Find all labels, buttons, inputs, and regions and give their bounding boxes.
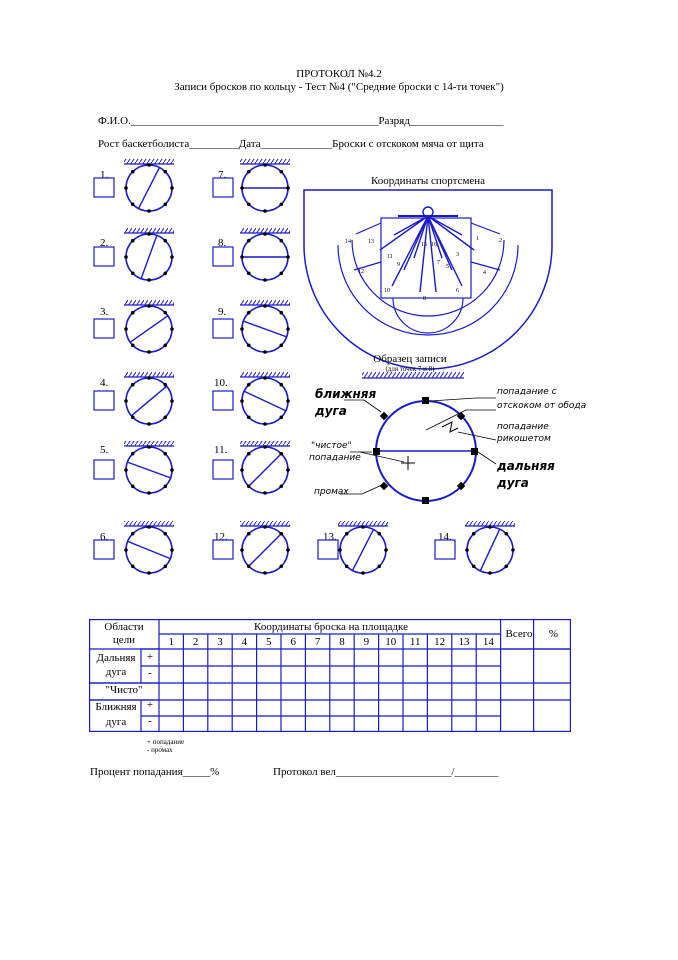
ring-label-8: 8. (218, 237, 227, 249)
rebound-hit-label-2: отскоком от обода (497, 401, 587, 411)
court-point-1: 1 (476, 236, 479, 242)
far-minus: - (148, 667, 152, 679)
ring-label-10: 10. (214, 377, 228, 389)
ring-score-box-5 (94, 460, 114, 479)
ring-score-box-9 (213, 319, 233, 338)
near-arc-row-label-2: дуга (105, 716, 127, 728)
court-point-14: 14 (345, 239, 351, 245)
col-number-4: 4 (241, 636, 248, 648)
ring-score-box-10 (213, 391, 233, 410)
court-point-11: 11 (387, 254, 393, 260)
ring-score-box-3 (94, 319, 114, 338)
near-arc-label-2: дуга (315, 404, 347, 418)
ring-label-13: 13. (323, 531, 337, 543)
ring-score-box-2 (94, 247, 114, 266)
col-number-2: 2 (192, 636, 199, 648)
ring-10 (213, 372, 290, 426)
areas-header-2: цели (112, 634, 136, 646)
ring-6 (94, 521, 174, 575)
ricochet-label-1: попадание (497, 422, 549, 432)
ring-label-7: 7. (218, 169, 227, 181)
ricochet-label-2: рикошетом (497, 434, 551, 444)
ring-score-box-11 (213, 460, 233, 479)
total-header: Всего (505, 628, 533, 640)
col-number-12: 12 (434, 636, 446, 648)
ring-score-box-13 (318, 540, 338, 559)
miss-label: промах (314, 487, 349, 497)
court-point-2: 2 (499, 238, 502, 244)
ring-14 (435, 521, 515, 575)
legend-hit: + попадание (147, 738, 185, 746)
ring-4 (94, 372, 174, 426)
far-arc-label-2: дуга (497, 476, 529, 490)
near-arc-row-label-1: Ближняя (95, 701, 137, 713)
ring-label-4: 4. (100, 377, 109, 389)
court-title: Координаты спортсмена (370, 175, 486, 187)
court-point-7: 7 (437, 260, 440, 266)
ring-2 (94, 228, 174, 282)
ring-3 (94, 300, 174, 354)
ring-label-5: 5. (100, 444, 109, 456)
ring-label-9: 9. (218, 306, 227, 318)
clean-row-label: "Чисто" (105, 684, 143, 696)
ring-1 (94, 159, 174, 213)
ring-9 (213, 300, 290, 354)
court-point-6: 6 (456, 288, 459, 294)
court-point-13: 13 (368, 239, 374, 245)
sample-subtitle: (для точек 7 и 8) (385, 365, 435, 373)
clean-hit-label-1: "чистое" (311, 441, 352, 451)
col-number-13: 13 (458, 636, 470, 648)
near-arc-label-1: ближняя (315, 387, 377, 401)
ring-label-2: 2. (100, 237, 109, 249)
near-plus: + (146, 699, 154, 711)
ring-8 (213, 228, 290, 282)
ring-11 (213, 441, 290, 495)
protocol-signer-line: Протокол вел_____________________/________ (273, 766, 499, 778)
court-point-3: 3 (456, 252, 459, 258)
ring-12 (213, 521, 290, 575)
ring-label-1: 1. (100, 169, 109, 181)
ring-score-box-12 (213, 540, 233, 559)
clean-hit-label-2: попадание (309, 453, 361, 463)
coords-header: Координаты броска на площадке (254, 621, 408, 633)
ring-label-12: 12. (214, 531, 228, 543)
ring-score-box-7 (213, 178, 233, 197)
page-title: ПРОТОКОЛ №4.2 (296, 68, 382, 80)
court-point-4: 4 (483, 270, 486, 276)
col-number-5: 5 (266, 636, 272, 648)
col-number-7: 7 (314, 636, 321, 648)
court-point-16: 16 (431, 242, 437, 248)
far-plus: + (146, 651, 154, 663)
col-number-10: 10 (385, 636, 397, 648)
ring-5 (94, 441, 174, 495)
sample-title: Образец записи (373, 353, 447, 365)
far-arc-row-label-1: Дальняя (96, 652, 136, 664)
ring-score-box-4 (94, 391, 114, 410)
col-number-1: 1 (168, 636, 174, 648)
far-arc-row-label-2: дуга (105, 666, 127, 678)
height-date-line: Рост баскетболиста_________Дата_____________Броски с отскоком мяча от щита (98, 138, 484, 150)
court-point-8: 8 (423, 296, 426, 302)
fio-line: Ф.И.О._____________________________________________Разряд_________________ (98, 115, 504, 127)
court-point-12: 12 (358, 269, 364, 275)
court-point-9: 9 (397, 262, 400, 268)
col-number-6: 6 (290, 636, 296, 648)
col-number-8: 8 (339, 636, 345, 648)
percent-line: Процент попадания_____% (90, 766, 220, 778)
ring-label-3: 3. (100, 306, 109, 318)
ring-score-box-6 (94, 540, 114, 559)
ring-7 (213, 159, 290, 213)
ring-score-box-1 (94, 178, 114, 197)
legend-miss: - промах (147, 746, 173, 754)
ring-score-box-8 (213, 247, 233, 266)
ring-label-14: 14. (438, 531, 452, 543)
areas-header-1: Области (104, 621, 144, 633)
far-arc-label-1: дальняя (497, 459, 555, 473)
ring-13 (318, 521, 388, 575)
court-point-5: 5 (446, 264, 449, 270)
page-subtitle: Записи бросков по кольцу - Тест №4 ("Средние броски с 14-ти точек") (174, 81, 504, 93)
col-number-3: 3 (217, 636, 223, 648)
court-diagram (304, 190, 552, 369)
court-point-10: 10 (384, 288, 390, 294)
rebound-hit-label-1: попадание с (497, 387, 557, 397)
col-number-14: 14 (482, 636, 494, 648)
ring-score-box-14 (435, 540, 455, 559)
percent-header: % (548, 628, 559, 640)
near-minus: - (148, 715, 152, 727)
ring-label-6: 6. (100, 531, 109, 543)
court-point-15: 15 (421, 242, 427, 248)
col-number-9: 9 (363, 636, 370, 648)
ring-label-11: 11. (214, 444, 228, 456)
col-number-11: 11 (409, 636, 421, 648)
